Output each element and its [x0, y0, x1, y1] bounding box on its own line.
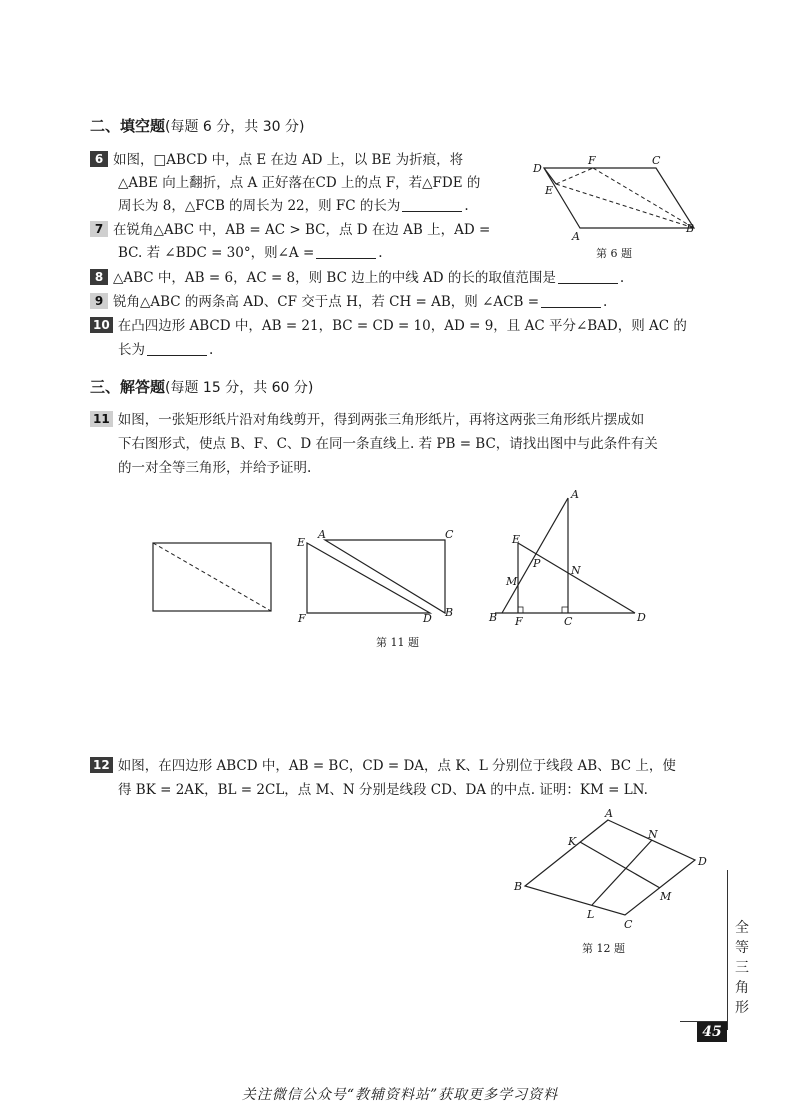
question-6-line-3: 周长为 8，△FCB 的周长为 22，则 FC 的长为 .: [118, 198, 469, 214]
parallelogram: [544, 168, 694, 228]
figure-11-caption: 第 11 题: [376, 636, 419, 649]
label-b2: B: [489, 611, 498, 624]
question-11-line-1: 11 如图，一张矩形纸片沿对角线剪开，得到两张三角形纸片，再将这两张三角形纸片摆成如: [90, 410, 644, 430]
question-number: 6: [90, 151, 108, 167]
label-b: B: [514, 880, 523, 893]
question-11-line-3: 的一对全等三角形，并给予证明.: [118, 460, 312, 476]
segment-fb: [593, 168, 694, 228]
figure-12-caption: 第 12 题: [582, 942, 625, 955]
label-c: C: [624, 918, 633, 931]
sidebar-char: 形: [735, 1000, 749, 1016]
question-7-line-1: 7 在锐角△ABC 中，AB = AC > BC，点 D 在边 AB 上，AD =: [90, 220, 490, 240]
right-angle-f: [518, 607, 523, 613]
question-9: 9 锐角△ABC 的两条高 AD、CF 交于点 H，若 CH = AB，则 ∠ACB = .: [90, 292, 607, 312]
segment-ab: [502, 498, 568, 613]
label-e2: E: [512, 533, 521, 546]
label-a: A: [572, 230, 580, 243]
label-e: E: [297, 536, 306, 549]
label-f: F: [588, 154, 596, 167]
page-number: 45: [697, 1022, 727, 1042]
segment-de: [544, 168, 556, 184]
sidebar-char: 等: [735, 940, 749, 956]
label-a: A: [318, 528, 326, 541]
question-6-line-1: 6 如图，□ABCD 中，点 E 在边 AD 上，以 BE 为折痕，将: [90, 150, 463, 170]
question-number: 10: [90, 317, 113, 333]
question-10-line-2: 长为 .: [118, 342, 214, 358]
sidebar-rule: [727, 870, 728, 1030]
figure-11: [140, 488, 660, 638]
question-7-line-2: BC. 若 ∠BDC = 30°，则∠A = .: [118, 245, 383, 261]
question-number: 9: [90, 293, 108, 309]
label-d: D: [533, 162, 542, 175]
label-l: L: [587, 908, 595, 921]
question-12-line-1: 12 如图，在四边形 ABCD 中，AB = BC，CD = DA，点 K、L 分别位于线段 AB、BC 上，使: [90, 756, 676, 776]
label-n: N: [571, 564, 581, 577]
section-note: (每题 6 分，共 30 分): [165, 119, 305, 135]
question-number: 7: [90, 221, 108, 237]
sidebar-char: 全: [735, 920, 749, 936]
figure-6: [528, 150, 708, 260]
segment-ln: [592, 840, 652, 905]
label-d2: D: [637, 611, 646, 624]
question-number: 11: [90, 411, 113, 427]
section-heading-answer: [90, 376, 313, 397]
question-10-line-1: 10 在凸四边形 ABCD 中，AB = 21，BC = CD = 10，AD = 9，且 AC 平分∠BAD，则 AC 的: [90, 316, 687, 336]
label-d: D: [423, 612, 432, 625]
segment-km: [580, 842, 660, 888]
figure-6-caption: 第 6 题: [596, 247, 632, 260]
right-angle-c: [562, 607, 568, 613]
label-m: M: [506, 575, 518, 588]
section-note: (每题 15 分，共 60 分): [165, 380, 314, 396]
diagonal: [153, 543, 271, 611]
answer-blank[interactable]: [558, 270, 618, 284]
section-title: 三、解答题: [90, 378, 166, 396]
question-number: 12: [90, 757, 113, 773]
sidebar-char: 三: [735, 960, 749, 976]
label-p: P: [533, 557, 541, 570]
question-12-line-2: 得 BK = 2AK，BL = 2CL，点 M、N 分别是线段 CD、DA 的中点. 证明：KM = LN.: [118, 782, 648, 798]
answer-blank[interactable]: [402, 198, 462, 212]
label-d: D: [698, 855, 707, 868]
label-a: A: [605, 807, 613, 820]
label-c: C: [445, 528, 454, 541]
label-a2: A: [571, 488, 579, 501]
footer-note: 关注微信公众号“教辅资料站”获取更多学习资料: [241, 1087, 559, 1103]
question-number: 8: [90, 269, 108, 285]
label-f2: F: [515, 615, 523, 628]
question-6-line-2: △ABE 向上翻折，点 A 正好落在CD 上的点 F，若△FDE 的: [118, 175, 481, 191]
label-f: F: [298, 612, 306, 625]
label-b: B: [445, 606, 454, 619]
question-11-line-2: 下右图形式，使点 B、F、C、D 在同一条直线上. 若 PB = BC，请找出图中与此条件有关: [118, 436, 658, 452]
label-c: C: [652, 154, 661, 167]
question-8: 8 △ABC 中，AB = 6，AC = 8，则 BC 边上的中线 AD 的长的取值范围是 .: [90, 268, 624, 288]
label-n: N: [648, 828, 658, 841]
section-heading-fill-blank: [90, 115, 304, 136]
label-c2: C: [564, 615, 573, 628]
section-title: 二、填空题: [90, 117, 166, 135]
triangle-efd: [307, 543, 430, 613]
answer-blank[interactable]: [541, 294, 601, 308]
label-e: E: [545, 184, 554, 197]
label-m: M: [660, 890, 672, 903]
label-b: B: [686, 222, 695, 235]
segment-ef: [556, 168, 593, 184]
figure-12: [505, 805, 715, 940]
answer-blank[interactable]: [316, 245, 376, 259]
triangle-acb: [325, 540, 445, 613]
answer-blank[interactable]: [147, 342, 207, 356]
sidebar-char: 角: [735, 980, 749, 996]
label-k: K: [568, 835, 577, 848]
